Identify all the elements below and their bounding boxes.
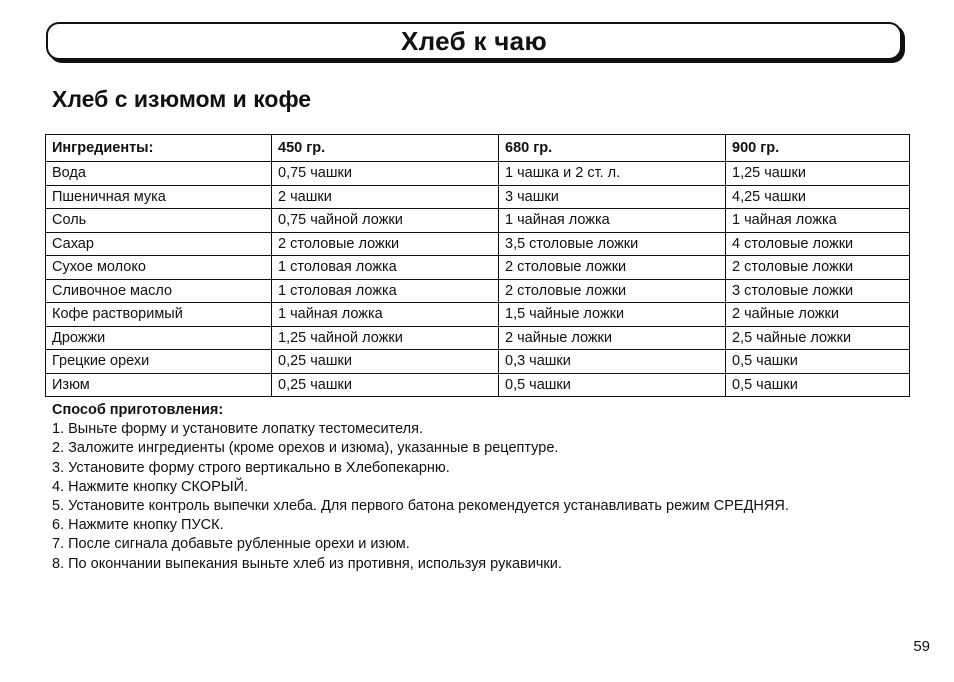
column-header-450g: 450 гр. (272, 135, 499, 162)
amount-900g: 4 столовые ложки (726, 232, 910, 256)
amount-900g: 2 чайные ложки (726, 303, 910, 327)
page-number: 59 (913, 638, 930, 655)
amount-450g: 0,25 чашки (272, 350, 499, 374)
amount-450g: 0,75 чайной ложки (272, 209, 499, 233)
amount-680g: 1,5 чайные ложки (499, 303, 726, 327)
ingredient-name: Сахар (46, 232, 272, 256)
table-row (46, 279, 910, 303)
ingredient-name: Кофе растворимый (46, 303, 272, 327)
method-step: 7. После сигнала добавьте рубленные орехи и изюм. (52, 536, 410, 553)
table-row (46, 303, 910, 327)
table-row (46, 326, 910, 350)
column-header-680g: 680 гр. (499, 135, 726, 162)
amount-900g: 4,25 чашки (726, 185, 910, 209)
amount-680g: 1 чашка и 2 ст. л. (499, 162, 726, 186)
ingredients-table (45, 134, 910, 397)
amount-900g: 2 столовые ложки (726, 256, 910, 280)
table-row (46, 373, 910, 397)
ingredient-name: Вода (46, 162, 272, 186)
method-step: 2. Заложите ингредиенты (кроме орехов и изюма), указанные в рецептуре. (52, 440, 559, 457)
amount-680g: 2 столовые ложки (499, 279, 726, 303)
amount-450g: 1 столовая ложка (272, 256, 499, 280)
method-step: 4. Нажмите кнопку СКОРЫЙ. (52, 478, 249, 495)
table-row (46, 350, 910, 374)
method-heading: Способ приготовления: (52, 402, 224, 418)
ingredient-name: Грецкие орехи (46, 350, 272, 374)
ingredient-name: Дрожжи (46, 326, 272, 350)
method-step: 3. Установите форму строго вертикально в Хлебопекарню. (52, 459, 450, 476)
table-row (46, 162, 910, 186)
ingredient-name: Пшеничная мука (46, 185, 272, 209)
amount-900g: 0,5 чашки (726, 373, 910, 397)
method-step: 8. По окончании выпекания выньте хлеб из противня, используя рукавички. (52, 555, 562, 572)
ingredient-name: Сухое молоко (46, 256, 272, 280)
ingredient-name: Сливочное масло (46, 279, 272, 303)
method-step: 5. Установите контроль выпечки хлеба. Для первого батона рекомендуется устанавливать режим СРЕДНЯЯ. (52, 498, 789, 515)
amount-450g: 0,25 чашки (272, 373, 499, 397)
preparation-method (52, 401, 789, 574)
amount-680g: 3,5 столовые ложки (499, 232, 726, 256)
amount-680g: 2 столовые ложки (499, 256, 726, 280)
amount-680g: 2 чайные ложки (499, 326, 726, 350)
recipe-title: Хлеб с изюмом и кофе (52, 86, 312, 112)
table-header-row (46, 135, 910, 162)
banner-title: Хлеб к чаю (401, 25, 547, 56)
table-row (46, 185, 910, 209)
amount-900g: 2,5 чайные ложки (726, 326, 910, 350)
amount-450g: 1 столовая ложка (272, 279, 499, 303)
amount-450g: 0,75 чашки (272, 162, 499, 186)
column-header-ingredients: Ингредиенты: (46, 135, 272, 162)
table-row (46, 256, 910, 280)
amount-450g: 2 столовые ложки (272, 232, 499, 256)
amount-450g: 1 чайная ложка (272, 303, 499, 327)
amount-900g: 0,5 чашки (726, 350, 910, 374)
amount-680g: 1 чайная ложка (499, 209, 726, 233)
ingredients-table-container (45, 134, 909, 397)
amount-680g: 3 чашки (499, 185, 726, 209)
amount-680g: 0,3 чашки (499, 350, 726, 374)
table-row (46, 232, 910, 256)
amount-900g: 3 столовые ложки (726, 279, 910, 303)
column-header-900g: 900 гр. (726, 135, 910, 162)
ingredient-name: Изюм (46, 373, 272, 397)
method-step: 1. Выньте форму и установите лопатку тестомесителя. (52, 421, 423, 438)
table-row (46, 209, 910, 233)
amount-680g: 0,5 чашки (499, 373, 726, 397)
amount-900g: 1,25 чашки (726, 162, 910, 186)
method-steps-list (52, 420, 789, 574)
ingredient-name: Соль (46, 209, 272, 233)
section-banner (46, 22, 902, 60)
method-step: 6. Нажмите кнопку ПУСК. (52, 517, 224, 534)
amount-450g: 1,25 чайной ложки (272, 326, 499, 350)
amount-900g: 1 чайная ложка (726, 209, 910, 233)
amount-450g: 2 чашки (272, 185, 499, 209)
